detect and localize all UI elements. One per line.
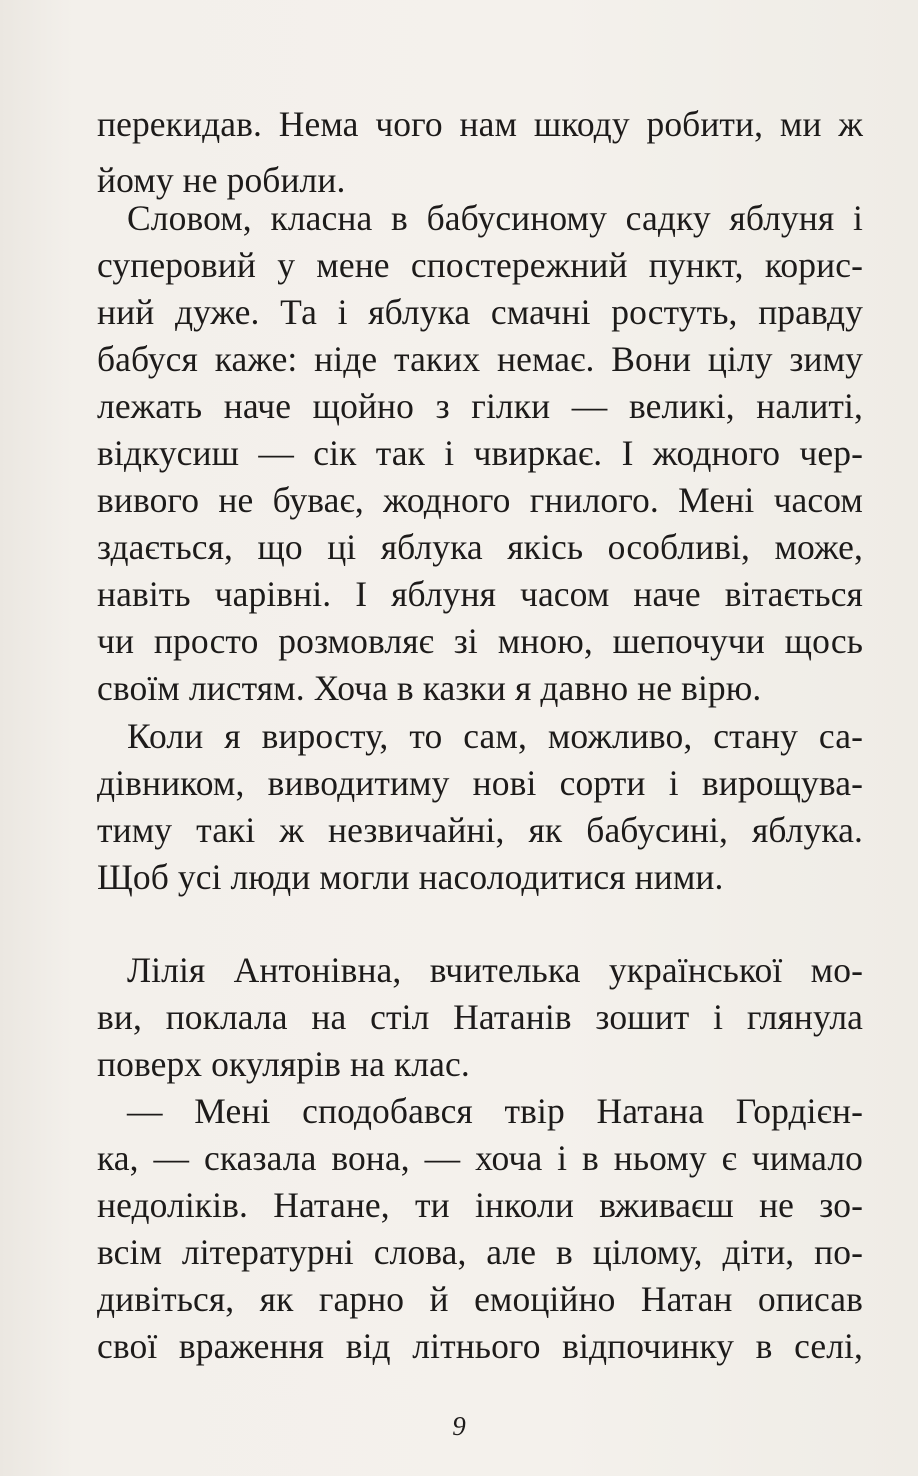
text-line: вивого не буває, жодного гнилого. Мені часом bbox=[97, 480, 863, 520]
text-line: тиму такі ж незвичайні, як бабусині, яблука. bbox=[97, 810, 863, 850]
text-line: недоліків. Натане, ти інколи вживаєш не зо- bbox=[97, 1185, 863, 1225]
text-line: своїм листям. Хоча в казки я давно не вірю. bbox=[97, 668, 762, 708]
text-line: Лілія Антонівна, вчителька української мо- bbox=[127, 950, 863, 990]
text-line: перекидав. Нема чого нам шкоду робити, ми ж bbox=[97, 104, 863, 144]
text-line: чи просто розмовляє зі мною, шепочучи щось bbox=[97, 621, 863, 661]
text-line: Коли я виросту, то сам, можливо, стану са- bbox=[127, 716, 863, 756]
text-line: всім літературні слова, але в цілому, діти, по- bbox=[97, 1232, 863, 1272]
text-line: бабуся каже: ніде таких немає. Вони цілу зиму bbox=[97, 339, 863, 379]
text-line: суперовий у мене спостережний пункт, корис- bbox=[97, 245, 863, 285]
text-line: дивіться, як гарно й емоційно Натан описав bbox=[97, 1279, 863, 1319]
text-line: йому не робили. bbox=[97, 160, 346, 200]
text-line: дівником, виводитиму нові сорти і вирощува- bbox=[97, 763, 863, 803]
text-line: ка, — сказала вона, — хоча і в ньому є чимало bbox=[97, 1138, 863, 1178]
text-line: Щоб усі люди могли насолодитися ними. bbox=[97, 857, 724, 897]
text-line: навіть чарівні. І яблуня часом наче вітається bbox=[97, 574, 863, 614]
text-line: свої враження від літнього відпочинку в селі, bbox=[97, 1326, 863, 1366]
text-line: поверх окулярів на клас. bbox=[97, 1044, 470, 1084]
text-line: лежать наче щойно з гілки — великі, налиті, bbox=[97, 386, 863, 426]
text-line: відкусиш — сік так і чвиркає. І жодного чер- bbox=[97, 433, 863, 473]
page-number: 9 bbox=[452, 1411, 466, 1441]
text-line: Словом, класна в бабусиному садку яблуня і bbox=[127, 198, 863, 238]
text-line: ний дуже. Та і яблука смачні ростуть, правду bbox=[97, 292, 863, 332]
text-line: — Мені сподобався твір Натана Гордієн- bbox=[127, 1091, 863, 1131]
text-line: здається, що ці яблука якісь особливі, може, bbox=[97, 527, 863, 567]
text-line: ви, поклала на стіл Натанів зошит і глянула bbox=[97, 997, 863, 1037]
